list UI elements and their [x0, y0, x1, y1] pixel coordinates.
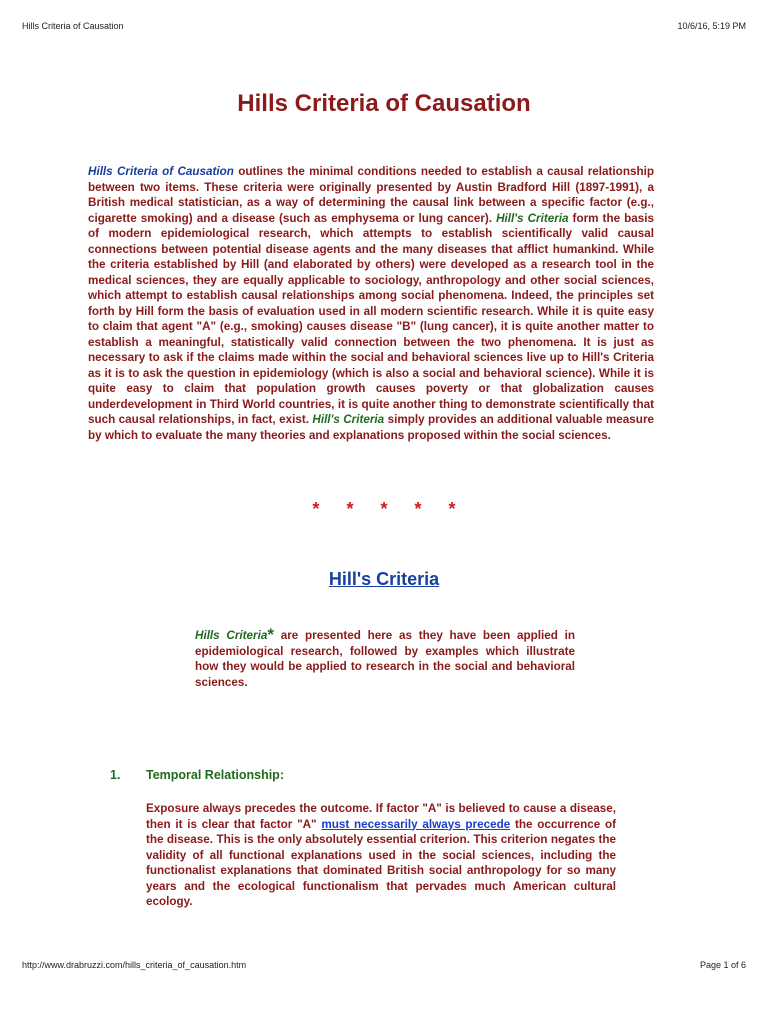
intro-paragraph — [88, 164, 654, 443]
footer-page-number: Page 1 of 6 — [699, 960, 746, 970]
criterion-1-text-after: the occurrence of the disease. This is the only absolutely essential criterion. This criterion negates the validity of all functional explanations used in the social sciences, including the functionalist explanations that dominated British social anthropology for so many years and the ecological functionalism that pervades much American cultural ecology. — [146, 817, 616, 908]
criterion-1-text-before: Exposure always precedes the outcome. If factor "A" is believed to cause a disease, then it is clear that factor "A" — [146, 802, 616, 831]
criterion-1-title: Temporal Relationship: — [146, 768, 284, 782]
intro-text-3: simply provides an additional valuable measure by which to evaluate the many theories and explanations proposed within the social sciences. — [88, 413, 654, 442]
print-footer — [22, 960, 746, 974]
criterion-1-heading — [110, 768, 284, 782]
star-separator — [0, 499, 768, 520]
print-header — [22, 21, 746, 35]
header-page-title: Hills Criteria of Causation — [22, 21, 124, 31]
header-datetime: 10/6/16, 5:19 PM — [677, 21, 746, 31]
separator-star: * — [346, 499, 354, 519]
intro-term-hills-criteria-of-causation: Hills Criteria of Causation — [88, 165, 234, 178]
intro-term-hills-criteria-1: Hill's Criteria — [496, 211, 569, 225]
footnote-star: * — [267, 625, 274, 644]
must-precede-link[interactable]: must necessarily always precede — [321, 817, 511, 831]
criterion-1-number: 1. — [110, 768, 121, 782]
section-title-hills-criteria: Hill's Criteria — [328, 569, 440, 589]
separator-star: * — [380, 499, 388, 519]
separator-star: * — [312, 499, 320, 519]
criteria-intro-text: are presented here as they have been applied in epidemiological research, followed by examples which illustrate how they would be applied to research in the social and behavioral sciences. — [195, 629, 575, 689]
footer-url: http://www.drabruzzi.com/hills_criteria_of_causation.htm — [22, 960, 247, 970]
criteria-intro-paragraph — [195, 627, 575, 690]
criterion-1-body — [146, 801, 616, 910]
separator-star: * — [414, 499, 422, 519]
intro-text-2: form the basis of modern epidemiological research, which attempts to establish scientifically valid causal connections between potential disease agents and the many diseases that afflict humankind. While the criteria established by Hill (and elaborated by others) were developed as a research tool in the medical sciences, they are equally applicable to sociology, anthropology and other social sciences, which attempt to establish causal relationships among social phenomena. Indeed, the principles set forth by Hill form the basis of evaluation used in all modern scientific research. While it is quite easy to claim that agent "A" (e.g., smoking) causes disease "B" (lung cancer), it is quite another matter to establish a meaningful, statistically valid connection between the two phenomena. It is just as necessary to ask if the claims made within the social and behavioral sciences live up to Hill's Criteria as it is to ask the question in epidemiology (which is also a social and behavioral science). While it is quite easy to claim that population growth causes poverty or that globalization causes underdevelopment in Third World countries, it is quite another thing to demonstrate scientifically that such causal relationships, in fact, exist. — [88, 211, 654, 426]
separator-star: * — [448, 499, 456, 519]
intro-text-1: outlines the minimal conditions needed to establish a causal relationship between two items. These criteria were originally presented by Austin Bradford Hill (1897-1991), a British medical statistician, as a way of determining the causal link between a specific factor (e.g., cigarette smoking) and a disease (such as emphysema or lung cancer). — [88, 165, 654, 225]
page-title: Hills Criteria of Causation — [237, 90, 531, 117]
criteria-intro-term: Hills Criteria — [195, 629, 268, 642]
intro-term-hills-criteria-2: Hill's Criteria — [312, 413, 385, 426]
